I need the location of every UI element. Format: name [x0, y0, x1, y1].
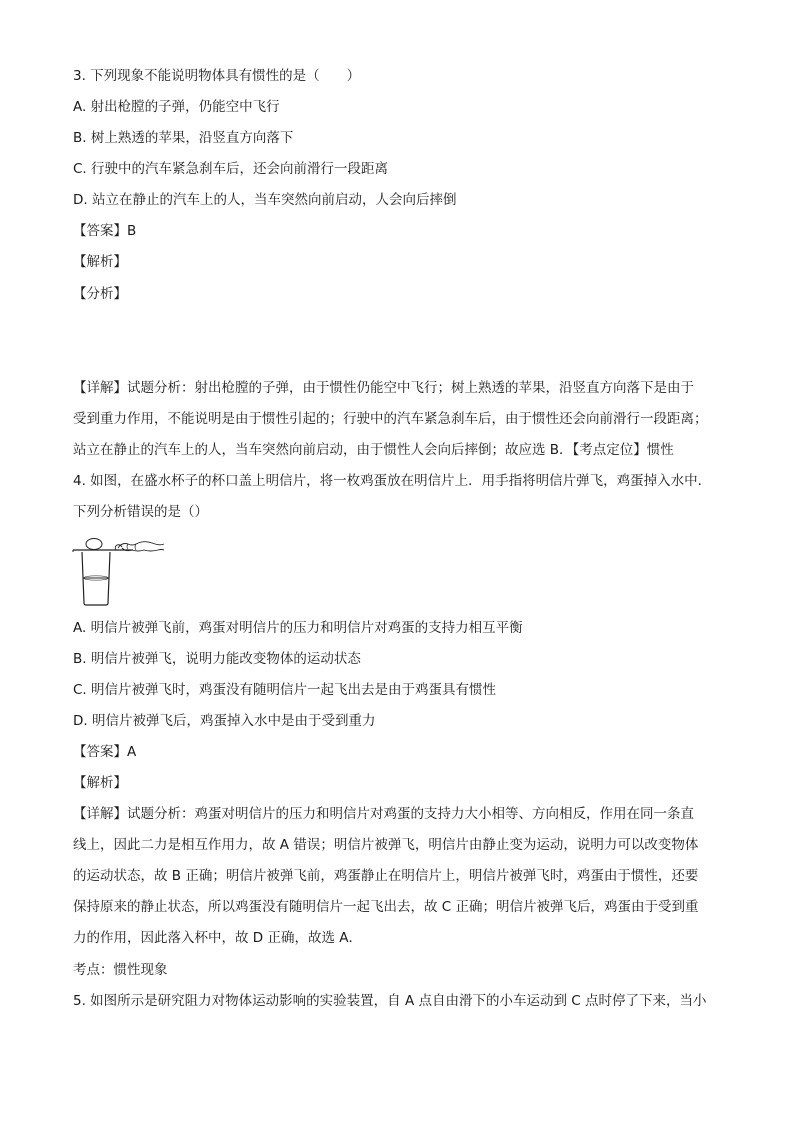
q4-kaodian: 考点：惯性现象	[73, 962, 168, 978]
q4-detail-line-5: 力的作用，因此落入杯中，故 D 正确，故选 A．	[73, 930, 363, 946]
q3-answer: 【答案】B	[73, 223, 137, 239]
q4-stem-line-1: 4. 如图，在盛水杯子的杯口盖上明信片，将一枚鸡蛋放在明信片上．用手指将明信片弹飞，鸡蛋掉入水中．	[73, 473, 712, 489]
q3-option-c: C. 行驶中的汽车紧急刹车后，还会向前滑行一段距离	[73, 161, 389, 177]
q3-option-b: B. 树上熟透的苹果，沿竖直方向落下	[73, 130, 294, 146]
q4-option-a: A. 明信片被弹飞前，鸡蛋对明信片的压力和明信片对鸡蛋的支持力相互平衡	[73, 620, 523, 636]
q3-detail-line-2: 受到重力作用，不能说明是由于惯性引起的；行驶中的汽车紧急刹车后，由于惯性还会向前滑行一段距离；	[73, 411, 708, 427]
q3-detail-line-3: 站立在静止的汽车上的人，当车突然向前启动，由于惯性人会向后摔倒；故应选 B．【考点定位】惯性	[73, 442, 674, 458]
q4-detail-line-4: 保持原来的静止状态，所以鸡蛋没有随明信片一起飞出去，故 C 正确；明信片被弹飞后，鸡蛋由于受到重	[73, 899, 699, 915]
cup-egg-postcard-figure	[70, 538, 166, 608]
q4-option-c: C. 明信片被弹飞时，鸡蛋没有随明信片一起飞出去是由于鸡蛋具有惯性	[73, 682, 497, 698]
q4-detail-line-1: 【详解】试题分析：鸡蛋对明信片的压力和明信片对鸡蛋的支持力大小相等、方向相反，作用在同一条直	[73, 806, 694, 822]
q3-stem: 3. 下列现象不能说明物体具有惯性的是（ ）	[73, 68, 361, 84]
q4-detail-line-3: 的运动状态，故 B 正确；明信片被弹飞前，鸡蛋静止在明信片上，明信片被弹飞时，鸡蛋由于惯性，还要	[73, 868, 699, 884]
q4-jiexi-label: 【解析】	[73, 775, 127, 791]
q4-option-b: B. 明信片被弹飞，说明力能改变物体的运动状态	[73, 651, 361, 667]
q4-answer: 【答案】A	[73, 744, 137, 760]
q4-stem-line-2: 下列分析错误的是（）	[73, 504, 208, 520]
q4-detail-line-2: 线上，因此二力是相互作用力，故 A 错误；明信片被弹飞，明信片由静止变为运动，说明力可以改变物体	[73, 837, 699, 853]
q4-option-d: D. 明信片被弹飞后，鸡蛋掉入水中是由于受到重力	[73, 713, 376, 729]
q5-stem: 5. 如图所示是研究阻力对物体运动影响的实验装置，自 A 点自由滑下的小车运动到 C 点时停了下来，当小	[73, 993, 707, 1009]
q3-option-d: D. 站立在静止的汽车上的人，当车突然向前启动，人会向后摔倒	[73, 192, 457, 208]
q3-jiexi-label: 【解析】	[73, 254, 127, 270]
q3-detail-line-1: 【详解】试题分析：射出枪膛的子弹，由于惯性仍能空中飞行；树上熟透的苹果，沿竖直方向落下是由于	[73, 380, 694, 396]
q3-fenxi-label: 【分析】	[73, 286, 127, 302]
q3-option-a: A. 射出枪膛的子弹，仍能空中飞行	[73, 99, 280, 115]
